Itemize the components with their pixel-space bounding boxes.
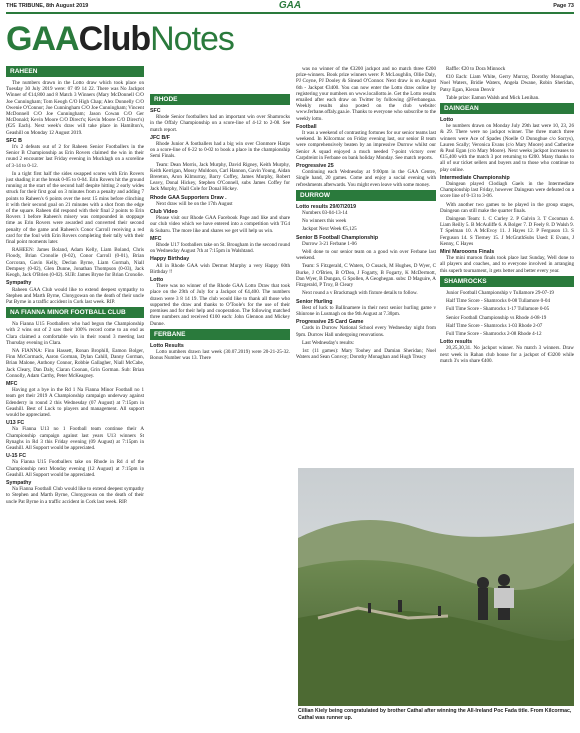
nafianna-text-2: NA FIANNA: Finn Hassett, Ronan Brophill, Eamon Bolger, Finn McCormack, Aaron Gorman, Dylan Cahill, Danny Gorman, Brian Malone, Anthony Connor, Robbie Gallagher, Niall McCabe, Jack Cleary, Dan Daly, Ciaran Coonan, Grin Gorman. Sub: Brian Connolly, Adam Carthy, Peter McKeagney.	[6, 347, 144, 379]
shamrocks-sfc-title: Senior Football Championship vs Rhode 4-08-19	[446, 314, 547, 321]
shamrocks-jfc-title: Junior Football Championship v Tullamore 29-07-19	[446, 289, 554, 296]
subhead-u15: U-15 FC	[6, 453, 27, 460]
subhead-sympathy: Sympathy	[6, 280, 32, 287]
section-header-rhode: RHODE	[150, 94, 290, 105]
subhead-intermediate: Intermediate Championship	[440, 174, 510, 181]
sympathy-text: Raheen GAA Club would like to extend deepest sympathy to Stephen and Marth Byrne, Clonygowan on the death of their uncle Pat Byrne in a traffic accident in Cork last week. RIP.	[6, 286, 144, 305]
raffle-winners: €10 Each: Liam White, Gerry Murray, Dorothy Monaghan, Noel Waters, Bridie Waters, Angela Dwane, Robin Sheridan, Patsy Egan, Kieran Denvir	[440, 74, 574, 93]
ferbane-lotto-cont: was no winner of the €3200 jackpot and no match three €200 prize-winners. Book prize winners were: P. McLoughlin, Ollie Daly, PJ Coyne, PJ Dooley & Sinead O'Connor. Next draw is on August 6th - Jackpot €3400. You can now enter the Lotto draw online by registering your numbers on www.locallotto.ie. Get the Lotto results emailed after each draw on Twitter by following @Ferbanegaa. Weekly results also posted on the club website: www.ferbane.offaly.gaa.ie. Thanks to everyone who subscribe to the weekly lotto.	[296, 66, 436, 122]
durrow-lotto-jackpot: Jackpot Next Week €5,125	[302, 226, 357, 233]
header-rule	[6, 12, 574, 14]
daingean-lotto-text: he numbers drawn on Monday July 29th last were 10, 23, 26 & 29. There were no jackpot winner. The three match three winners were Ace of Spades (Noelle O Donoghue c/o Sorrys), Lauren Scally; Veronica Evans (c/o Mary Moore) and Catherine & Paul Egan (c/o Mary Moore). Next weeks jackpot increases to €15,400 with the match 3 pot returning to €200. Many thanks to all of our ticket sellers and buyers and to those who continue to play online.	[440, 123, 574, 173]
card-game-text-1: Cards in Durrow National School every Wednesday night from 9pm. Durrow Hall undergoing renovations.	[296, 325, 436, 338]
rhode-lotto-text: There was no winner of the Rhode GAA Lotto Draw that took place on the 29th of July for a Jackpot of €4,400. The numbers drawn were 3 8 14 19. The club would like to thank all those who supported the draw and thanks to O'Toole's for the use of their premises and for their help and cooperation. The following matched three numbers and received €100 each: John Glennon and Mickey Dunne.	[150, 283, 290, 327]
section-header-raheen: RAHEEN	[6, 66, 144, 77]
subhead-senior-hurling: Senior Hurling	[296, 298, 333, 305]
senior-b-next: Next round a v Brackmagh with fixture details to follow.	[302, 290, 418, 297]
sfcb-text-2: In a tight first half the sides swapped scores with Erin Rovers just shading it at the break 0-05 to 0-04. Erin Rovers hit the ground running at the start of the second half despite hitting 2 early wides struck for their first goal on 3 minutes from a penalty and adding 7 points to Raheen's 6 points over the next 15 mins before clinching it with their second goal on 21 minutes with a shot from the edge of the square. Raheen did respond with their final 2 points to Erin Rovers 1 before Raheen's misery was compounded in stoppage time as Erin Rovers were awarded and converted their second penalty of the game and Raheen's Conor Carroll receiving a red card for the foul with Erin Rovers completing their tally with their final point moments later.	[6, 170, 144, 246]
subhead-birthday: Happy Birthday	[150, 256, 190, 263]
subhead-jfc: JFC B/F	[150, 134, 171, 141]
mfc-rhode-text: Rhode U17 footballers take on St. Brougham in the second round on Wednesday August 7th at 7:15pm in Walshtand.	[150, 242, 290, 255]
table-prize: Table prize: Eamon Walsh and Mick Lenihan.	[446, 94, 540, 101]
subhead-ferbane-lotto: Lotto Results	[150, 342, 184, 349]
shamrocks-jfc-ht: Half Time Score - Shamrocks 0-08 Tullamore 0-04	[446, 298, 550, 305]
intermediate-text-2: With another two games to be played in the group stages, Daingean can still make the quarter finals.	[440, 201, 574, 214]
subhead-supporters-draw: Rhode GAA Supporters Draw .	[150, 194, 227, 201]
subhead-sfc: SFC	[150, 108, 161, 114]
hillside-photo-illustration	[298, 468, 574, 706]
card-game-text-2: Last Wednesday's results:	[302, 339, 355, 346]
u15-text: Na Fianna U15 Footballers take on Rhode in Rd 4 of the Championship next Monday evening (12 August) at 7:15pm in Geashill. All Support would be appreciated.	[6, 459, 144, 478]
durrow-lotto-winners: No winners this week	[302, 218, 347, 225]
subhead-football: Football	[296, 123, 317, 130]
column-1	[6, 64, 144, 728]
masthead-title: GAAClubNotes	[6, 20, 234, 58]
ferbane-lotto-text: Lotto numbers drawn last week (30.07.2019) were 20-21-25-32. Bonus Number was 13. There	[150, 348, 290, 362]
raffle-text: Raffle: €20 to Dora Minnock	[446, 66, 506, 72]
club-video-text: Please visit our Rhode GAA Facebook Page and like and share our club video which we have entered into a competition with TG4 & Subaru. The more like and shares we get will help us win.	[150, 215, 290, 234]
news-photo	[298, 468, 574, 706]
mini-maroons-text: The mini maroon finals took place last Sunday, Well done to all players and coaches, and to everyone involved in arranging this superb tournament, it gets better and better every year.	[440, 255, 574, 274]
shamrocks-lotto-text: 20,25,30,31. No jackpot winner. No match 3 winners. Draw next week in Rahan club house for a jackpot of €3200 while match 3's win share €400.	[440, 345, 574, 364]
subhead-u13: U13 FC	[6, 420, 25, 427]
intermediate-text-1: Daingean played Clodiagh Gaels in the Intermediate Championship last Friday, however Daingean were defeated on a score line of 0-13 to 3-06.	[440, 181, 574, 200]
section-header-ferbane: FERBANE	[150, 329, 290, 340]
intermediate-team: Daingean Team: 1. C Curley 2. P Galvin 3. T Cocoman 4. Liam Reilly 5. B McAuliffe 6. A Bolger 7. D Feely 8. D Walsh 9. T Spelman 10. A McEvoy 11. J Hayes 12. P Ferguson 13. S Ferguson 14. S Tierney 15. J McGrathSubs Used: E Evans, J Kenny, C Hayes	[440, 216, 574, 247]
sfcb-text-3: RAHEEN: James Boland, Adam Kelly, Liam Boland, Chris Floody, Brian Cronolie (0-02), Conor Carroll (0-01), Brian Corcoran, Gavin Kelly, Declan Byrne, Liam Gormah, Niall Dempsey (0-02), Glen Dunne, Jonathan Thompson (0-03), Jack Keogh, Jack O'Brien (0-02). SUB: James Bryne for Brian Cronolie.	[6, 247, 144, 279]
subhead-sympathy-2: Sympathy	[6, 479, 32, 486]
subhead-sfcb: SFC B	[6, 137, 22, 144]
shamrocks-sfc-ht: Half Time Score - Shamrocks 1-03 Rhode 2-07	[446, 322, 543, 329]
photo-caption: Cillian Kiely being congratulated by brother Cathal after winning the All-Ireland Poc Fada title. From Kilcormac, Cathal was runner up.	[298, 708, 572, 721]
section-header-daingean: DAINGEAN	[440, 103, 574, 114]
column-2	[150, 92, 290, 728]
senior-hurling-text: Best of luck to Ballinamere in their next senior hurling game v Shinrone in Lusmagh on the 9th August at 7.30pm.	[296, 304, 436, 317]
subhead-senior-b: Senior B Football Championship	[296, 234, 379, 241]
football-text: It was a weekend of contrasting fortunes for our senior teams last weekend. In Kilcormac on Friday evening last, our senior B team were comprehensively beaten by an impressive Durrow whilst our Senior A squad enjoyed a much needed 7-point victory over Carpdreint in Ferbane on bank holiday Monday. See match reports.	[296, 130, 436, 161]
subhead-mini-maroons: Mini Marooons Finals	[440, 249, 495, 256]
card-game-text-3: 1st: (11 games): Mary Toohey and Damian Sheridan; Noel Waters and Sean Convoy; Dorothy Monaghan and Hugh Treacy	[296, 347, 436, 361]
subhead-card-game: Progressive 25 Card Game	[296, 319, 364, 326]
nafianna-text-1: Na Fianna U15 Footballers who had begun the Championship with 2 wins out of 2 saw their 100% record come to an end as Clara claimed a comfortable win in their round 3 meeting last Thursday evening in Clara.	[6, 321, 144, 346]
column-3	[296, 66, 436, 466]
subhead-daingean-lotto: Lotto	[440, 117, 454, 124]
durrow-lotto-numbers: Numbers 03-04-13-14	[302, 210, 348, 217]
section-header-durrow: DURROW	[296, 190, 436, 201]
page-header	[0, 0, 580, 12]
subhead-shamrocks-lotto: Lotto results	[440, 339, 473, 346]
subhead-durrow-lotto: Lotto results 29/07/2019	[296, 203, 357, 210]
progressive-25-text: Continuing each Wednesday at 9:00pm in the GAA Centre, Single hand, 20 games. Come and enjoy a social evening with refreshments afterwards. You might even leave with some money.	[296, 169, 436, 188]
senior-b-text-1: Well done to our senior team on a good win over Ferbane last weekend.	[296, 249, 436, 262]
shamrocks-jfc-ft: Full Time Score - Shamrocks 1-17 Tullamore 0-05	[446, 306, 550, 313]
section-header-na-fianna: NA FIANNA MINOR FOOTBALL CLUB	[6, 307, 144, 318]
page-number: Page 73	[553, 3, 574, 9]
subhead-rhode-lotto: Lotto	[150, 277, 164, 284]
sympathy-text-2: Na Fianna Football Club would like to extend deepest sympathy to Stephen and Marth Byrne, Clonygowan on the death of their uncle Pat Byrne in a traffic accident in Cork last week. RIP.	[6, 486, 144, 505]
subhead-progressive-25: Progressive 25	[296, 163, 334, 170]
senior-b-team: Team: S Fitzgerald, C Waters, O Cusack, M Hughes, D Wyer, C Burke, J O'Brien, B O'Dea, J Fogarty, B Fogarty, K McDermott, Dan Wyer, B Dungan, G Spollen, A Geoghegan. subs: D Maguire, A Fitzgerald, P Troy, B Cleary	[296, 263, 436, 289]
subhead-club-video: Club Video	[150, 209, 178, 216]
column-4	[440, 66, 574, 466]
jfc-text-2: Team: Dean Morris, Jack Murphy, David Rigney, Keith Murphy, Keith Kerrigan, Mossy Muldoon, Carl Hannon, Gavin Young, Aidan Brereton, Aron Kilmurray, Barry Coffey, James Murphy, Robert Leavy, Donal Hickey, Stephen O'Connell, subs James Coffey for Jack Murphy, Niall Cole for Donal Hickey.	[150, 161, 290, 193]
publication-line: THE TRIBUNE, 8th August 2019	[6, 3, 89, 9]
sfc-text: Rhode Senior footballers had an important win over Shamrocks in the Offaly Championship on a score-line of 4-12 to 2-08. See match report.	[150, 114, 290, 133]
jfc-text-1: Rhode Junior A footballers had a big win over Clonmore Harps on a score-line of 6-22 to 0-02 to book a place in the championship Semi Finals.	[150, 141, 290, 160]
senior-b-score: Durrow 3-21 Ferbane 1-06	[302, 240, 357, 247]
u13-text: Na Fianna U13 no 1 Football team continue their A Championship campaign against last years U13 winners St Rynaghs in Rd 3 this Friday evening (09 August) at 7:15pm in Geashill. All Support would be appreciated.	[6, 426, 144, 451]
subhead-mfc: MFC	[6, 380, 18, 387]
birthday-text: All in Rhode GAA wish Dermot Murphy a very Happy 60th Birthday !!	[150, 262, 290, 275]
raheen-lotto-text: The numbers drawn in the Lotto draw which took place on Tuesday 30 July 2019 were: 07 09 14 22. There was No Jackpot Winner of €14,800 and 8 Match 3 Winners (Mary McDonnell C/O Joe Cunningham; Tom Keogh C/O High Chap; Alex Donnelly C/O Owenie O'Connor; Joe Cunningham C/O Joe Cunningham; Vincent McDonnell C/O Joe Cunningham; Jason Cowan C/O Ger McDonald; Kevin Moore C/O Direct's; Kevin Moore C/O Direct's) (€25 Each). Next week's draw will take place in Hamilton's, Geashill on Monday 12 August 2019.	[6, 80, 144, 136]
sfcb-text-1: It's 2 defeats out of 2 for Raheen Senior Footballers in the Senior B Championship as Erin Rovers claimed the win in their round 2 encounter last Friday evening in Mucklagh on a scoreline of 3-14 to 0-12.	[6, 144, 144, 169]
subhead-mfc-rhode: MFC	[150, 235, 162, 242]
section-tag: GAA	[278, 0, 302, 11]
shamrocks-sfc-ft: Full Time Score - Shamrocks 2-08 Rhode 4-12	[446, 330, 542, 337]
section-header-shamrocks: SHAMROCKS	[440, 276, 574, 287]
supporters-draw-text: Next draw will be on the 17th August	[156, 200, 233, 207]
mfc-text: Having got a bye in the Rd 1 Na Fianna Minor Football no 1 team get their 2019 A Championship campaign underway against Edenderry in round 2 this Wednesday (07 August) at 7:15pm in Geashill. Best of Luck to players and management. All support would be appreciated.	[6, 387, 144, 418]
